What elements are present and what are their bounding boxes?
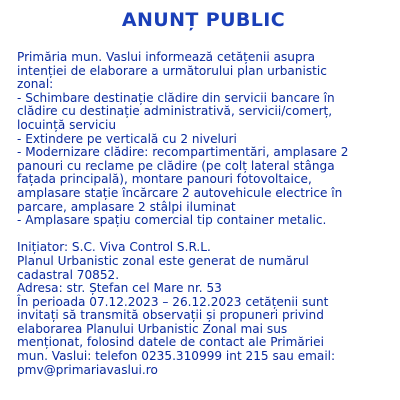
intro-line: - Modernizare clădire: recompartimentări, amplasare 2 — [17, 145, 349, 160]
details-line: Inițiator: S.C. Viva Control S.R.L. — [17, 240, 211, 255]
notice-title: ANUNȚ PUBLIC — [121, 9, 286, 31]
details-line: mun. Vaslui: telefon 0235.310999 int 215 sau email: — [17, 349, 336, 364]
notice-body — [17, 51, 390, 377]
intro-line: panouri cu reclame pe clădire (pe colț lateral stânga — [17, 158, 335, 173]
details-line: Adresa: str. Ștefan cel Mare nr. 53 — [17, 281, 222, 296]
intro-line: - Amplasare spațiu comercial tip container metalic. — [17, 213, 327, 228]
details-line: menționat, folosind datele de contact ale Primăriei — [17, 335, 324, 350]
intro-line: - Schimbare destinație clădire din servicii bancare în — [17, 90, 335, 105]
paragraph-gap — [17, 228, 390, 242]
intro-line: intenției de elaborare a următorului plan urbanistic — [17, 63, 327, 78]
intro-line: Primăria mun. Vaslui informează cetățenii asupra — [17, 50, 316, 64]
intro-line: parcare, amplasare 2 stâlpi iluminat — [17, 199, 236, 214]
details-line: În perioada 07.12.2023 – 26.12.2023 cetățenii sunt — [17, 294, 329, 309]
intro-line: zonal: — [17, 77, 54, 92]
intro-line: locuință serviciu — [17, 117, 116, 132]
details-line: elaborarea Planului Urbanistic Zonal mai sus — [17, 321, 288, 336]
intro-line: amplasare stație încărcare 2 autovehicule electrice în — [17, 185, 343, 200]
details-line: Planul Urbanistic zonal este generat de numărul — [17, 253, 309, 268]
details-line: cadastral 70852. — [17, 267, 120, 282]
details-line: invitați să transmită observații și propuneri privind — [17, 308, 324, 323]
intro-line: - Extindere pe verticală cu 2 niveluri — [17, 131, 237, 146]
email-address: pmv@primariavaslui.ro — [17, 362, 158, 377]
intro-line: clădire cu destinație administrativă, servicii/comerț, — [17, 104, 333, 119]
intro-line: fațada principală), montare panouri fotovoltaice, — [17, 172, 312, 187]
